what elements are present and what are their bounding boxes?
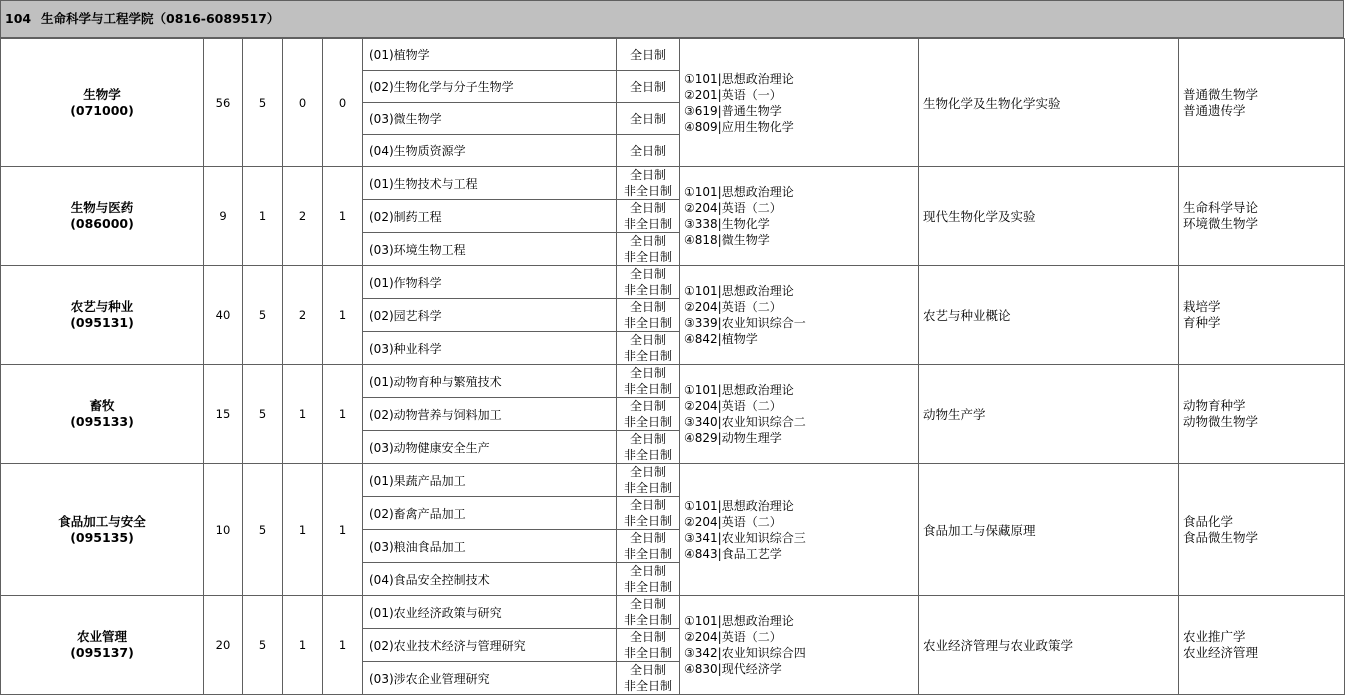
exam-subject: ①101|思想政治理论 <box>684 614 794 628</box>
research-direction: (01)植物学 <box>363 39 617 71</box>
additional-exam-subjects <box>1179 167 1345 266</box>
majors-table <box>0 38 1345 695</box>
exam-subjects <box>680 464 919 596</box>
study-mode-label: 全日制 <box>629 333 666 347</box>
major-code: (095131) <box>70 315 134 330</box>
major-name: 食品加工与安全 <box>58 513 146 529</box>
exam-subjects <box>680 39 919 167</box>
study-mode <box>617 497 680 530</box>
research-direction: (03)动物健康安全生产 <box>363 431 617 464</box>
retest-subject: 生物化学及生物化学实验 <box>919 39 1179 167</box>
major-code: (071000) <box>70 102 134 118</box>
study-mode <box>617 365 680 398</box>
major-code: (095135) <box>70 529 134 545</box>
additional-exam-subjects <box>1179 39 1345 167</box>
exam-subject: ①101|思想政治理论 <box>684 284 794 298</box>
enrollment-total: 10 <box>204 464 243 596</box>
study-mode-label: 全日制 <box>629 432 666 446</box>
exam-subject: ④843|食品工艺学 <box>684 546 782 561</box>
study-mode-label: 全日制 <box>629 47 666 62</box>
research-direction: (02)制药工程 <box>363 200 617 233</box>
enrollment-c2: 2 <box>283 266 323 365</box>
study-mode <box>617 200 680 233</box>
study-mode-label: 全日制 <box>629 399 666 413</box>
study-mode-label: 非全日制 <box>623 415 672 429</box>
major-name: 农艺与种业 <box>70 299 134 314</box>
direction-row <box>1 266 1345 299</box>
exam-subject: ④818|微生物学 <box>684 233 770 247</box>
study-mode-label: 全日制 <box>629 597 666 611</box>
study-mode <box>617 233 680 266</box>
study-mode <box>617 629 680 662</box>
enrollment-c3: 0 <box>323 39 363 167</box>
enrollment-total: 9 <box>204 167 243 266</box>
study-mode <box>617 596 680 629</box>
research-direction: (01)动物育种与繁殖技术 <box>363 365 617 398</box>
research-direction: (04)食品安全控制技术 <box>363 563 617 596</box>
major-cell <box>1 167 204 266</box>
major-name: 畜牧 <box>89 398 115 413</box>
study-mode-label: 全日制 <box>629 663 666 677</box>
study-mode-label: 非全日制 <box>623 580 672 594</box>
retest-subject: 动物生产学 <box>919 365 1179 464</box>
study-mode-label: 非全日制 <box>623 250 672 264</box>
study-mode <box>617 103 680 135</box>
study-mode <box>617 299 680 332</box>
major-code: (086000) <box>70 216 134 231</box>
enrollment-c1: 5 <box>243 596 283 695</box>
additional-exam-subject: 农业经济管理 <box>1183 645 1259 660</box>
additional-exam-subject: 环境微生物学 <box>1183 216 1259 231</box>
study-mode-label: 非全日制 <box>623 283 672 297</box>
study-mode <box>617 167 680 200</box>
enrollment-c3: 1 <box>323 167 363 266</box>
major-name: 农业管理 <box>76 629 127 644</box>
research-direction: (03)粮油食品加工 <box>363 530 617 563</box>
enrollment-total: 40 <box>204 266 243 365</box>
exam-subject: ②201|英语（一） <box>684 87 782 102</box>
research-direction: (03)微生物学 <box>363 103 617 135</box>
study-mode-label: 全日制 <box>629 465 666 479</box>
enrollment-c2: 1 <box>283 365 323 464</box>
exam-subject: ③338|生物化学 <box>684 217 770 231</box>
study-mode <box>617 464 680 497</box>
study-mode-label: 全日制 <box>629 267 666 281</box>
research-direction: (02)生物化学与分子生物学 <box>363 71 617 103</box>
major-cell <box>1 365 204 464</box>
exam-subject: ④830|现代经济学 <box>684 662 782 676</box>
exam-subject: ②204|英语（二） <box>684 300 782 314</box>
enrollment-c3: 1 <box>323 464 363 596</box>
exam-subject: ③340|农业知识综合二 <box>684 415 806 429</box>
exam-subject: ③619|普通生物学 <box>684 103 782 118</box>
research-direction: (02)畜禽产品加工 <box>363 497 617 530</box>
enrollment-c2: 1 <box>283 464 323 596</box>
study-mode-label: 全日制 <box>629 564 666 578</box>
research-direction: (01)农业经济政策与研究 <box>363 596 617 629</box>
additional-exam-subject: 普通微生物学 <box>1183 86 1259 102</box>
exam-subject: ③339|农业知识综合一 <box>684 316 806 330</box>
study-mode-label: 全日制 <box>629 234 666 248</box>
exam-subject: ②204|英语（二） <box>684 399 782 413</box>
additional-exam-subject: 动物微生物学 <box>1183 414 1259 429</box>
enrollment-c2: 2 <box>283 167 323 266</box>
college-name: 生命科学与工程学院（0816-6089517） <box>41 11 280 26</box>
study-mode <box>617 71 680 103</box>
additional-exam-subject: 动物育种学 <box>1183 398 1246 413</box>
exam-subject: ①101|思想政治理论 <box>684 185 794 199</box>
retest-subject: 农艺与种业概论 <box>919 266 1179 365</box>
major-cell <box>1 464 204 596</box>
exam-subjects <box>680 167 919 266</box>
exam-subjects <box>680 365 919 464</box>
enrollment-total: 15 <box>204 365 243 464</box>
enrollment-total: 20 <box>204 596 243 695</box>
major-code: (095137) <box>70 645 134 660</box>
retest-subject: 农业经济管理与农业政策学 <box>919 596 1179 695</box>
direction-row <box>1 365 1345 398</box>
enrollment-c3: 1 <box>323 596 363 695</box>
study-mode <box>617 266 680 299</box>
study-mode <box>617 39 680 71</box>
exam-subject: ②204|英语（二） <box>684 514 782 529</box>
exam-subject: ④842|植物学 <box>684 332 758 346</box>
study-mode <box>617 530 680 563</box>
enrollment-c2: 1 <box>283 596 323 695</box>
study-mode-label: 非全日制 <box>623 613 672 627</box>
major-code: (095133) <box>70 414 134 429</box>
enrollment-total: 56 <box>204 39 243 167</box>
enrollment-c1: 5 <box>243 365 283 464</box>
study-mode <box>617 431 680 464</box>
enrollment-c3: 1 <box>323 266 363 365</box>
exam-subject: ②204|英语（二） <box>684 201 782 215</box>
exam-subject: ④829|动物生理学 <box>684 431 782 445</box>
exam-subject: ①101|思想政治理论 <box>684 383 794 397</box>
study-mode <box>617 332 680 365</box>
enrollment-c1: 5 <box>243 464 283 596</box>
major-name: 生物学 <box>83 86 121 102</box>
study-mode-label: 全日制 <box>629 630 666 644</box>
study-mode-label: 全日制 <box>629 366 666 380</box>
exam-subject: ①101|思想政治理论 <box>684 498 794 513</box>
study-mode-label: 全日制 <box>629 143 666 158</box>
additional-exam-subject: 农业推广学 <box>1183 629 1246 644</box>
study-mode-label: 非全日制 <box>623 349 672 363</box>
college-code: 104 <box>5 11 32 26</box>
additional-exam-subjects <box>1179 365 1345 464</box>
study-mode-label: 全日制 <box>629 201 666 215</box>
enrollment-c3: 1 <box>323 365 363 464</box>
enrollment-c1: 1 <box>243 167 283 266</box>
additional-exam-subject: 普通遗传学 <box>1183 102 1246 118</box>
direction-row <box>1 39 1345 71</box>
study-mode-label: 全日制 <box>629 531 666 545</box>
study-mode <box>617 398 680 431</box>
additional-exam-subject: 育种学 <box>1183 315 1221 330</box>
additional-exam-subject: 食品化学 <box>1183 513 1234 529</box>
research-direction: (02)农业技术经济与管理研究 <box>363 629 617 662</box>
study-mode-label: 非全日制 <box>623 448 672 462</box>
study-mode <box>617 563 680 596</box>
study-mode-label: 非全日制 <box>623 679 672 693</box>
direction-row <box>1 167 1345 200</box>
exam-subject: ①101|思想政治理论 <box>684 71 794 86</box>
additional-exam-subject: 栽培学 <box>1183 299 1221 314</box>
additional-exam-subject: 食品微生物学 <box>1183 529 1259 545</box>
research-direction: (03)环境生物工程 <box>363 233 617 266</box>
major-cell <box>1 39 204 167</box>
retest-subject: 现代生物化学及实验 <box>919 167 1179 266</box>
study-mode-label: 非全日制 <box>623 481 672 495</box>
study-mode-label: 非全日制 <box>623 184 672 198</box>
enrollment-c1: 5 <box>243 39 283 167</box>
study-mode <box>617 662 680 695</box>
research-direction: (02)园艺科学 <box>363 299 617 332</box>
exam-subject: ②204|英语（二） <box>684 630 782 644</box>
research-direction: (02)动物营养与饲料加工 <box>363 398 617 431</box>
study-mode-label: 全日制 <box>629 79 666 94</box>
research-direction: (03)种业科学 <box>363 332 617 365</box>
study-mode-label: 全日制 <box>629 111 666 126</box>
additional-exam-subjects <box>1179 464 1345 596</box>
enrollment-c2: 0 <box>283 39 323 167</box>
study-mode-label: 非全日制 <box>623 217 672 231</box>
major-cell <box>1 266 204 365</box>
exam-subject: ③342|农业知识综合四 <box>684 646 806 660</box>
exam-subjects <box>680 266 919 365</box>
direction-row <box>1 464 1345 497</box>
study-mode-label: 非全日制 <box>623 646 672 660</box>
research-direction: (01)作物科学 <box>363 266 617 299</box>
study-mode-label: 全日制 <box>629 300 666 314</box>
enrollment-c1: 5 <box>243 266 283 365</box>
study-mode-label: 全日制 <box>629 498 666 512</box>
majors-table-body <box>1 39 1345 695</box>
exam-subject: ③341|农业知识综合三 <box>684 530 806 545</box>
research-direction: (03)涉农企业管理研究 <box>363 662 617 695</box>
study-mode-label: 非全日制 <box>623 382 672 396</box>
study-mode-label: 非全日制 <box>623 316 672 330</box>
major-name: 生物与医药 <box>70 200 134 215</box>
research-direction: (01)生物技术与工程 <box>363 167 617 200</box>
study-mode-label: 非全日制 <box>623 514 672 528</box>
research-direction: (04)生物质资源学 <box>363 135 617 167</box>
study-mode <box>617 135 680 167</box>
research-direction: (01)果蔬产品加工 <box>363 464 617 497</box>
direction-row <box>1 596 1345 629</box>
study-mode-label: 全日制 <box>629 168 666 182</box>
additional-exam-subject: 生命科学导论 <box>1183 200 1259 215</box>
exam-subject: ④809|应用生物化学 <box>684 119 794 134</box>
college-header <box>0 0 1344 38</box>
retest-subject: 食品加工与保藏原理 <box>919 464 1179 596</box>
study-mode-label: 非全日制 <box>623 547 672 561</box>
additional-exam-subjects <box>1179 266 1345 365</box>
